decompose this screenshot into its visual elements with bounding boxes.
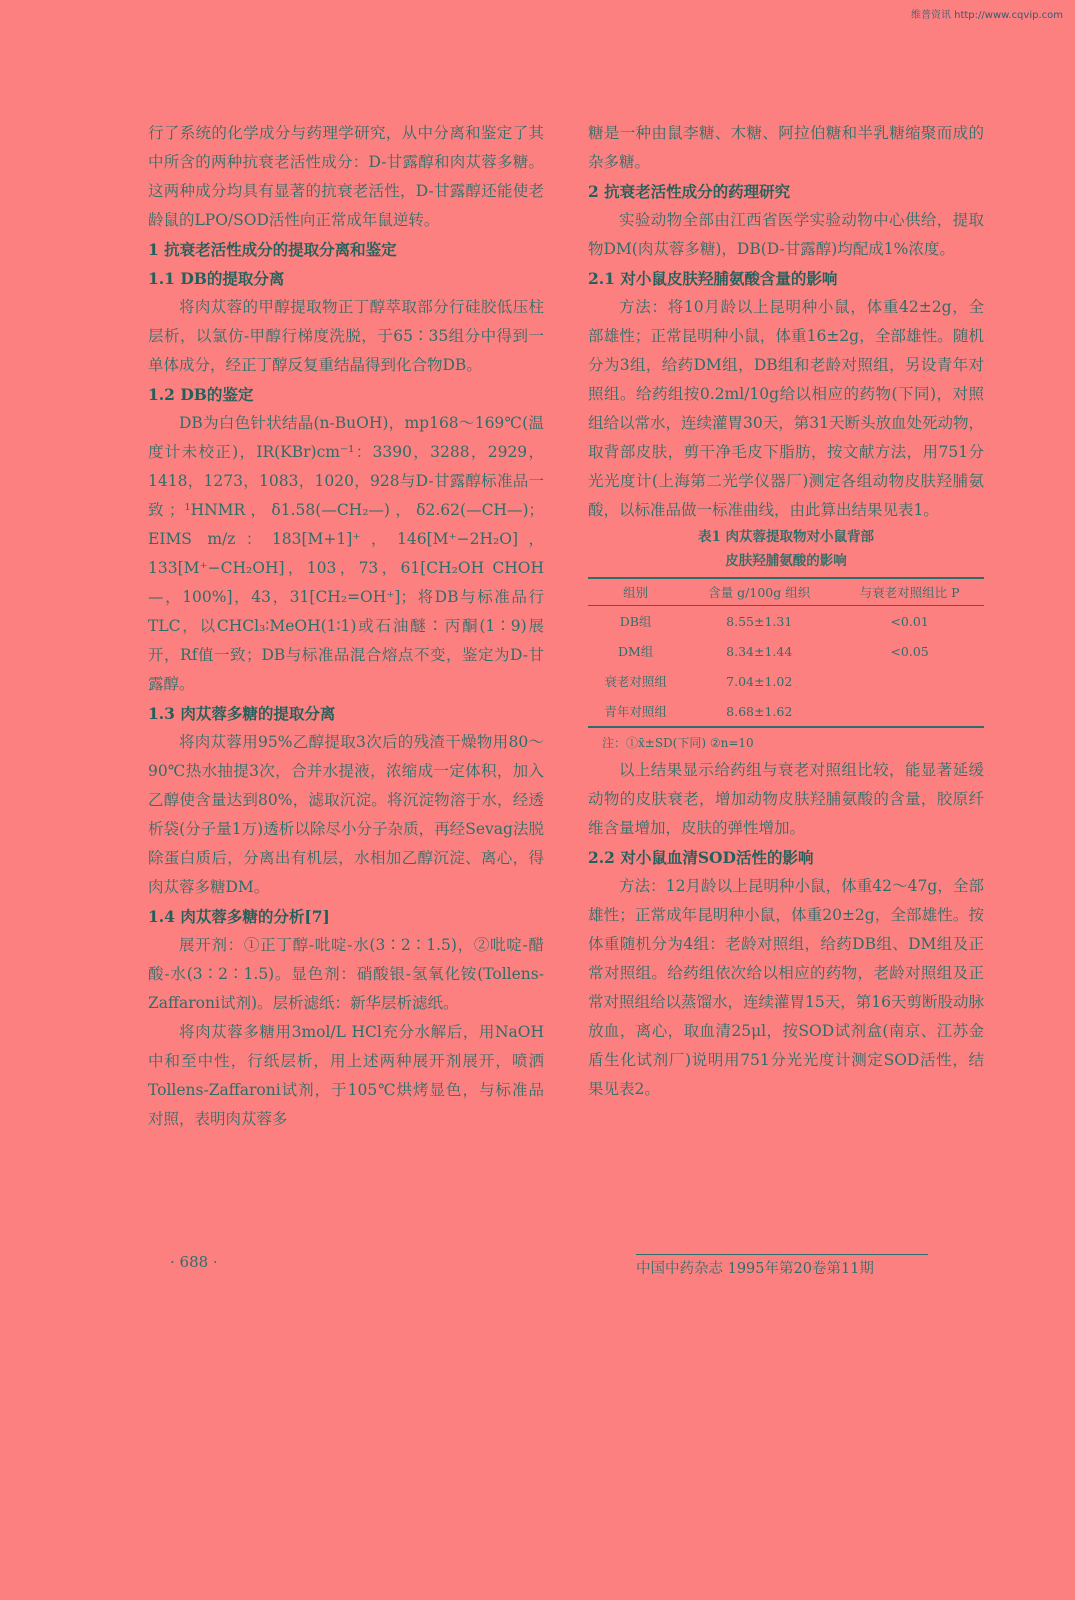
table-cell: 衰老对照组 (604, 674, 667, 689)
subsection-heading: 2.1 对小鼠皮肤羟脯氨酸含量的影响 (588, 269, 838, 288)
table-1 (588, 525, 984, 756)
table-cell (835, 696, 984, 727)
table-cell: 8.68±1.62 (726, 703, 793, 719)
paragraph: 以上结果显示给药组与衰老对照组比较，能显著延缓动物的皮肤衰老，增加动物皮肤羟脯氨酸的含量，胶原纤维含量增加，皮肤的弹性增加。 (588, 761, 984, 837)
table-cell: 青年对照组 (604, 704, 667, 719)
section-heading: 2 抗衰老活性成分的药理研究 (588, 182, 791, 201)
table-cell: DB组 (619, 614, 652, 629)
table-row (588, 606, 984, 637)
data-table (588, 577, 984, 728)
paragraph: 展开剂：①正丁醇-吡啶-水(3∶2∶1.5)，②吡啶-醋酸-水(3∶2∶1.5)。显色剂：硝酸银-氢氧化铵(Tollens-Zaffaroni试剂)。层析滤纸：新华层析滤纸。 (148, 936, 544, 1012)
paragraph: 将肉苁蓉多糖用3mol/L HCl充分水解后，用NaOH中和至中性，行纸层析，用上述两种展开剂展开，喷洒Tollens-Zaffaroni试剂，于105℃烘烤显色，与标准品对照，表明肉苁蓉多 (148, 1023, 544, 1128)
table-cell: DM组 (617, 644, 654, 659)
subsection-heading: 1.2 DB的鉴定 (148, 385, 254, 404)
subsection-heading: 2.2 对小鼠血清SOD活性的影响 (588, 848, 814, 867)
paragraph: 将肉苁蓉用95%乙醇提取3次后的残渣干燥物用80～90℃热水抽提3次，合并水提液，浓缩成一定体积，加入乙醇使含量达到80%，滤取沉淀。将沉淀物溶于水，经透析袋(分子量1万)透析以除尽小分子杂质，再经Sevag法脱除蛋白质后，分离出有机层，水相加乙醇沉淀、离心，得肉苁蓉多糖DM。 (148, 733, 544, 896)
table-cell (835, 666, 984, 696)
column-header: 组别 (623, 585, 649, 600)
table-row (588, 666, 984, 696)
journal-footer: 中国中药杂志 1995年第20卷第11期 (636, 1254, 928, 1278)
table-cell: <0.05 (890, 643, 929, 659)
table-row (588, 696, 984, 727)
subsection-heading: 1.4 肉苁蓉多糖的分析[7] (148, 907, 330, 926)
right-column (588, 119, 984, 1104)
paragraph: DB为白色针状结晶(n-BuOH)，mp168～169℃(温度计未校正)，IR(KBr)cm⁻¹：3390，3288，2929，1418，1273，1083，1020，928与D-甘露醇标准品一致；¹HNMR，δ1.58(—CH₂—)，δ2.62(—CH—)；EIMS m/z：183[M+1]⁺，146[M⁺−2H₂O]，133[M⁺−CH₂OH]，103，73，61[CH₂OH CHOH—，100%]，43，31[CH₂=OH⁺]；将DB与标准品行TLC，以CHCl₃∶MeOH(1∶1)或石油醚∶丙酮(1∶9)展开，Rf值一致；DB与标准品混合熔点不变，鉴定为D-甘露醇。 (148, 414, 544, 693)
table-note: 注：①x̄±SD(下同) ②n=10 (602, 736, 754, 750)
section-heading: 1 抗衰老活性成分的提取分离和鉴定 (148, 240, 397, 259)
table-cell: <0.01 (890, 613, 929, 629)
subsection-heading: 1.3 肉苁蓉多糖的提取分离 (148, 704, 336, 723)
table-header-row (588, 578, 984, 606)
table-cell: 8.55±1.31 (726, 613, 793, 629)
paragraph: 将肉苁蓉的甲醇提取物正丁醇萃取部分行硅胶低压柱层析，以氯仿-甲醇行梯度洗脱，于65∶35组分中得到一单体成分，经正丁醇反复重结晶得到化合物DB。 (148, 298, 544, 374)
paragraph: 糖是一种由鼠李糖、木糖、阿拉伯糖和半乳糖缩聚而成的杂多糖。 (588, 124, 984, 171)
paragraph: 方法：将10月龄以上昆明种小鼠，体重42±2g，全部雄性；正常昆明种小鼠，体重16±2g，全部雄性。随机分为3组，给药DM组，DB组和老龄对照组，另设青年对照组。给药组按0.2ml/10g给以相应的药物(下同)，对照组给以常水，连续灌胃30天，第31天断头放血处死动物，取背部皮肤，剪干净毛皮下脂肪，按文献方法，用751分光光度计(上海第二光学仪器厂)测定各组动物皮肤羟脯氨酸，以标准品做一标准曲线，由此算出结果见表1。 (588, 298, 984, 519)
table-caption: 皮肤羟脯氨酸的影响 (725, 553, 847, 569)
subsection-heading: 1.1 DB的提取分离 (148, 269, 285, 288)
table-caption: 表1 肉苁蓉提取物对小鼠背部 (697, 529, 875, 545)
paragraph: 行了系统的化学成分与药理学研究，从中分离和鉴定了其中所含的两种抗衰老活性成分：D-甘露醇和肉苁蓉多糖。这两种成分均具有显著的抗衰老活性，D-甘露醇还能使老龄鼠的LPO/SOD活性向正常成年鼠逆转。 (148, 124, 544, 229)
paragraph: 方法：12月龄以上昆明种小鼠，体重42～47g，全部雄性；正常成年昆明种小鼠，体重20±2g，全部雄性。按体重随机分为4组：老龄对照组，给药DB组、DM组及正常对照组。给药组依次给以相应的药物，老龄对照组及正常对照组给以蒸馏水，连续灌胃15天，第16天剪断股动脉放血，离心，取血清25μl，按SOD试剂盒(南京、江苏金盾生化试剂厂)说明用751分光光度计测定SOD活性，结果见表2。 (588, 877, 984, 1098)
table-cell: 8.34±1.44 (726, 643, 793, 659)
left-column (148, 119, 544, 1134)
table-cell: 7.04±1.02 (726, 673, 793, 689)
page-number: · 688 · (170, 1253, 218, 1271)
paragraph: 实验动物全部由江西省医学实验动物中心供给，提取物DM(肉苁蓉多糖)，DB(D-甘露醇)均配成1%浓度。 (588, 211, 984, 258)
column-header: 含量 g/100g 组织 (708, 585, 811, 600)
table-row (588, 636, 984, 666)
watermark: 维普资讯 http://www.cqvip.com (910, 10, 1063, 21)
column-header: 与衰老对照组比 P (859, 585, 960, 600)
